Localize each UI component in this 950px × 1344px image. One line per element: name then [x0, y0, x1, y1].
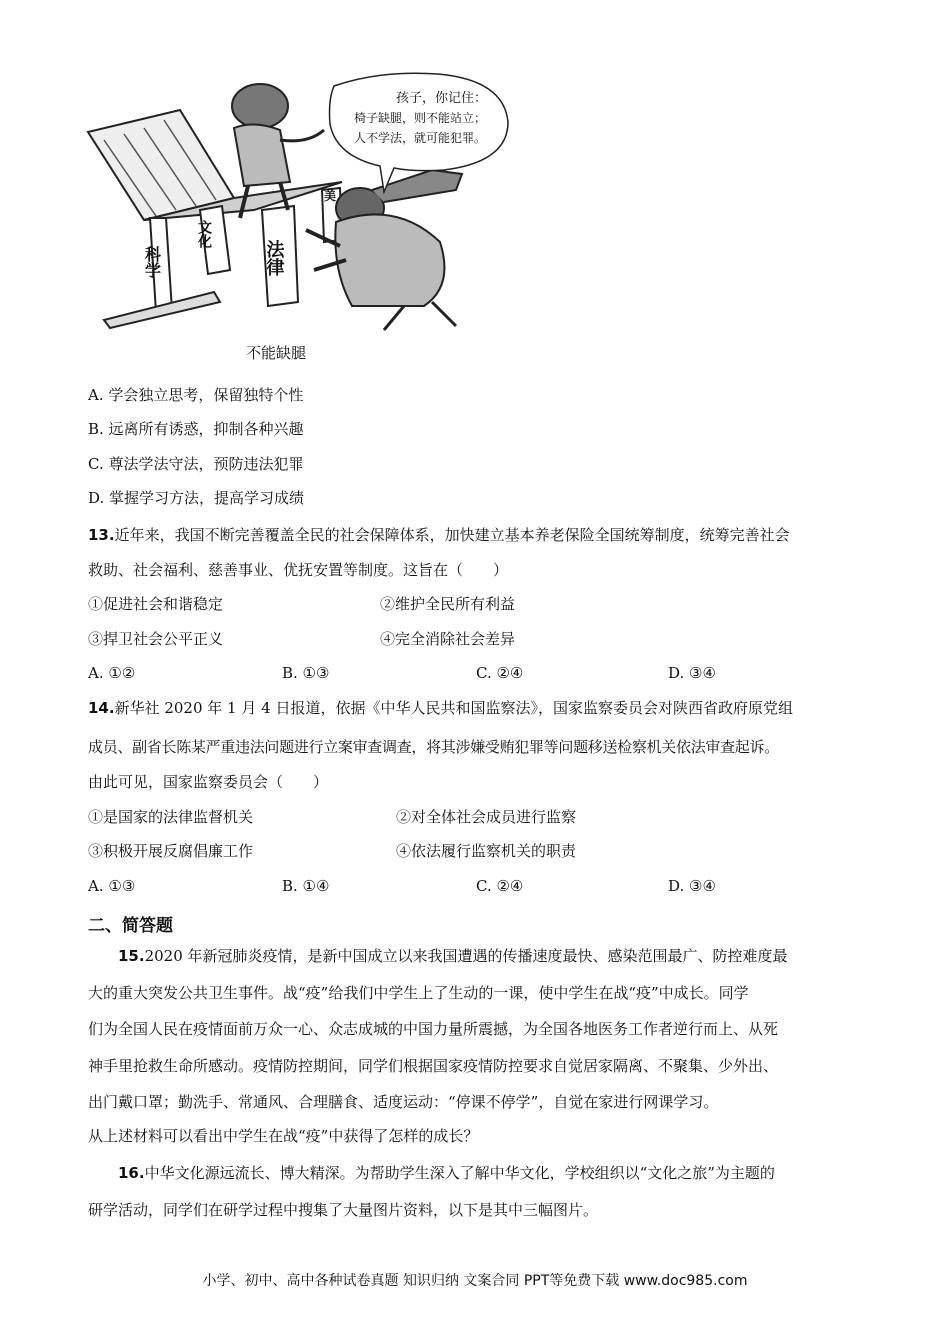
leg-label-law: 法律 — [263, 240, 285, 276]
q14-choice-d: D. ③④ — [668, 877, 716, 895]
q16-number: 16. — [118, 1164, 145, 1182]
q13-item-4: ④完全消除社会差异 — [380, 630, 516, 648]
page-footer: 小学、初中、高中各种试卷真题 知识归纳 文案合同 PPT等免费下载 www.doc985.com — [202, 1273, 748, 1289]
q14-item-4: ④依法履行监察机关的职责 — [396, 842, 577, 860]
bubble-line-1: 孩子，你记住： — [396, 91, 488, 106]
q13-choice-c: C. ②④ — [476, 664, 524, 682]
q12-option-a: A. 学会独立思考，保留独特个性 — [88, 386, 304, 404]
q14-item-2: ②对全体社会成员进行监察 — [396, 808, 577, 826]
cartoon-illustration — [84, 70, 526, 332]
q13-item-1: ①促进社会和谐稳定 — [88, 595, 224, 613]
q15-line-3: 们为全国人民在疫情面前万众一心、众志成城的中国力量所震撼，为全国各地医务工作者逆行而上、从死 — [88, 1020, 779, 1038]
q12-option-d: D. 掌握学习方法，提高学习成绩 — [88, 489, 305, 507]
q14-choice-a: A. ①③ — [88, 877, 136, 895]
q13-choice-b: B. ①③ — [282, 664, 330, 682]
q13-stem-line-1 — [88, 525, 790, 545]
q13-text-1: 近年来，我国不断完善覆盖全民的社会保障体系，加快建立基本养老保险全国统筹制度，统筹完善社会 — [114, 526, 790, 544]
q13-item-3: ③捍卫社会公平正义 — [88, 630, 224, 648]
q14-text-1: 新华社 2020 年 1 月 4 日报道，依据《中华人民共和国监察法》，国家监察委员会对陕西省政府原党组 — [114, 699, 793, 717]
q16-line-2: 研学活动，同学们在研学过程中搜集了大量图片资料，以下是其中三幅图片。 — [88, 1201, 599, 1219]
q12-option-c: C. 尊法学法守法，预防违法犯罪 — [88, 455, 304, 473]
q13-number: 13. — [88, 526, 115, 544]
q16-line-1 — [118, 1163, 775, 1183]
q12-option-b: B. 远离所有诱惑，抑制各种兴趣 — [88, 420, 304, 438]
q13-item-2: ②维护全民所有利益 — [380, 595, 516, 613]
q13-choice-a: A. ①② — [88, 664, 136, 682]
q14-item-1: ①是国家的法律监督机关 — [88, 808, 254, 826]
q15-question: 从上述材料可以看出中学生在战“疫”中获得了怎样的成长？ — [88, 1127, 479, 1145]
q14-number: 14. — [88, 699, 115, 717]
q16-text-1: 中华文化源远流长、博大精深。为帮助学生深入了解中华文化，学校组织以“文化之旅”为主题的 — [144, 1164, 775, 1182]
leg-label-science: 科学 — [142, 246, 162, 278]
q15-line-5: 出门戴口罩；勤洗手、常通风、合理膳食、适度运动：“停课不停学”，自觉在家进行网课学习。 — [88, 1093, 719, 1111]
bubble-line-3: 人不学法，就可能犯罪。 — [354, 131, 487, 145]
q15-line-2: 大的重大突发公共卫生事件。战“疫”给我们中学生上了生动的一课，使中学生在战“疫”中成长。同学 — [88, 984, 749, 1002]
q14-stem-line-2: 成员、副省长陈某严重违法问题进行立案审查调查，将其涉嫌受贿犯罪等问题移送检察机关依法审查起诉。 — [88, 738, 779, 756]
figure-caption: 不能缺腿 — [246, 344, 307, 362]
q15-line-4: 神手里抢救生命所感动。疫情防控期间，同学们根据国家疫情防控要求自觉居家隔离、不聚集、少外出、 — [88, 1057, 779, 1075]
leg-label-culture: 文化 — [196, 220, 212, 248]
q13-stem-line-2: 救助、社会福利、慈善事业、优抚安置等制度。这旨在（ ） — [88, 561, 509, 579]
q14-stem-line-3: 由此可见，国家监察委员会（ ） — [88, 773, 329, 791]
q15-number: 15. — [118, 947, 145, 965]
q15-text-1: 2020 年新冠肺炎疫情，是新中国成立以来我国遭遇的传播速度最快、感染范围最广、防控难度最 — [144, 947, 788, 965]
q13-choice-d: D. ③④ — [668, 664, 716, 682]
section-title: 二、简答题 — [88, 916, 173, 936]
q15-line-1 — [118, 946, 788, 966]
q14-item-3: ③积极开展反腐倡廉工作 — [88, 842, 254, 860]
q14-choice-c: C. ②④ — [476, 877, 524, 895]
leg-label-beauty: 美 — [324, 189, 337, 203]
q14-choice-b: B. ①④ — [282, 877, 330, 895]
bubble-line-2: 椅子缺腿，则不能站立； — [354, 111, 487, 125]
q14-stem-line-1 — [88, 698, 793, 718]
